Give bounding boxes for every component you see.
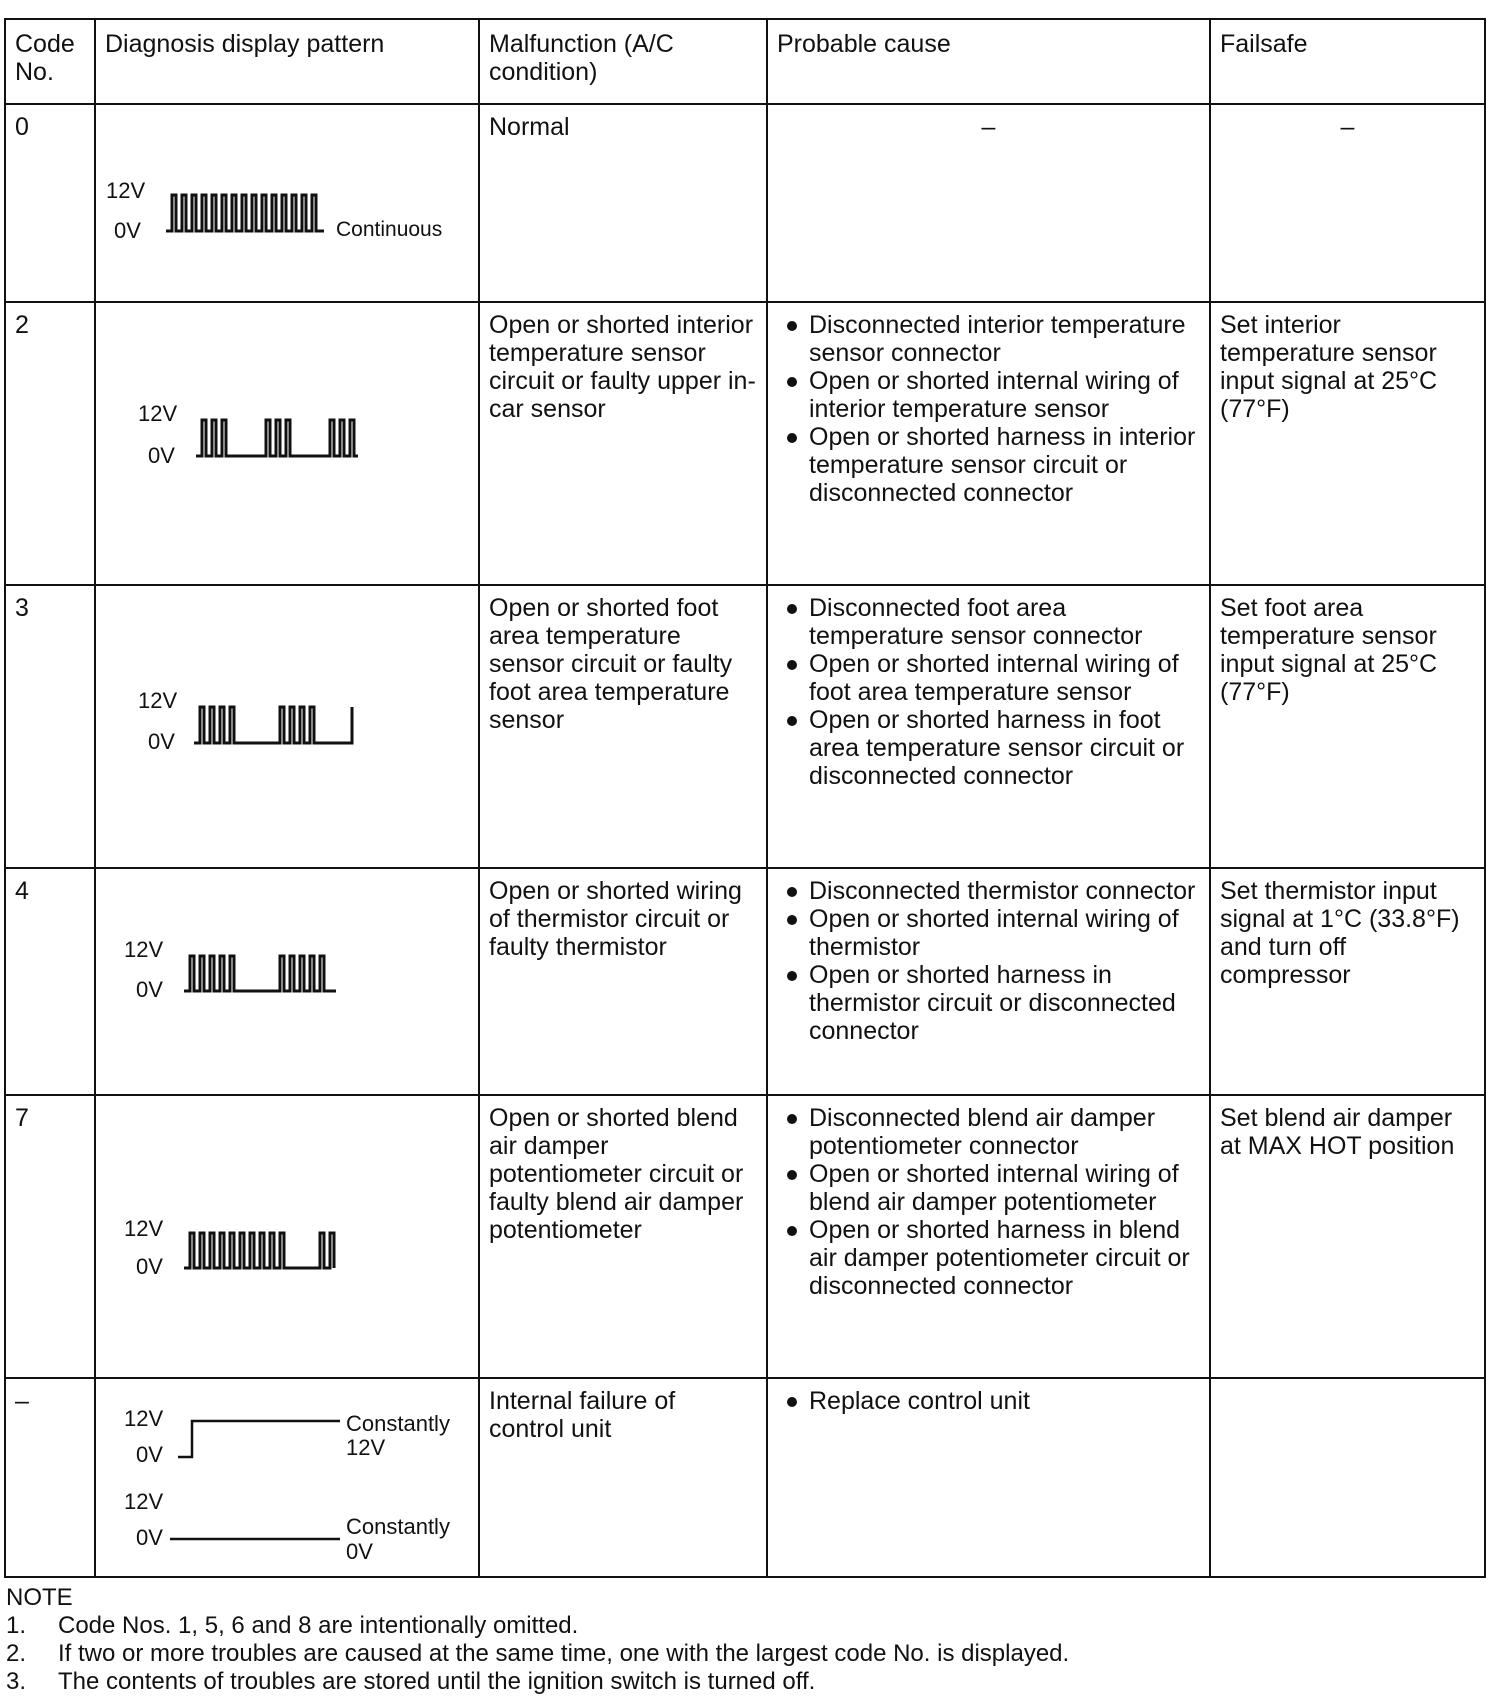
svg-text:0V: 0V — [346, 1539, 373, 1564]
failsafe-cell: Set interior temperature sensor input signal at 25°C (77°F) — [1210, 302, 1485, 585]
header-row — [5, 19, 1485, 104]
code-cell: – — [5, 1378, 95, 1577]
cause-cell: – — [767, 104, 1210, 302]
svg-text:0V: 0V — [114, 218, 141, 243]
svg-text:0V: 0V — [136, 1525, 163, 1550]
waveform-continuous — [96, 105, 480, 301]
table-row — [5, 1378, 1485, 1577]
note-title: NOTE — [6, 1584, 73, 1611]
cause-item: Replace control unit — [777, 1387, 1200, 1415]
waveform-code-2 — [96, 303, 480, 584]
pattern-cell — [95, 868, 479, 1095]
header-malfunction: Malfunction (A/C condition) — [479, 19, 767, 104]
failsafe-cell — [1210, 1378, 1485, 1577]
cause-cell — [767, 302, 1210, 585]
svg-text:12V: 12V — [124, 937, 164, 962]
svg-text:Continuous: Continuous — [336, 218, 443, 241]
cause-item: Open or shorted internal wiring of foot area temperature sensor — [777, 650, 1200, 706]
malfunction-cell: Open or shorted blend air damper potentiometer circuit or faulty blend air damper potentiometer — [479, 1095, 767, 1378]
table-row — [5, 585, 1485, 868]
svg-text:0V: 0V — [136, 977, 163, 1002]
code-cell: 3 — [5, 585, 95, 868]
code-cell: 0 — [5, 104, 95, 302]
cause-cell — [767, 1095, 1210, 1378]
malfunction-cell: Open or shorted interior temperature sensor circuit or faulty upper in-car sensor — [479, 302, 767, 585]
svg-text:12V: 12V — [346, 1435, 386, 1460]
diagnosis-table — [4, 18, 1486, 1578]
svg-text:Constantly: Constantly — [346, 1514, 450, 1539]
header-cause: Probable cause — [767, 19, 1210, 104]
header-failsafe: Failsafe — [1210, 19, 1485, 104]
notes-section — [6, 1584, 1069, 1696]
table-row — [5, 868, 1485, 1095]
svg-text:0V: 0V — [148, 443, 175, 468]
waveform-code-7 — [96, 1096, 480, 1377]
table-row — [5, 1095, 1485, 1378]
pattern-cell — [95, 1378, 479, 1577]
failsafe-cell: Set foot area temperature sensor input signal at 25°C (77°F) — [1210, 585, 1485, 868]
svg-text:12V: 12V — [106, 178, 146, 203]
svg-text:Constantly: Constantly — [346, 1411, 450, 1436]
cause-item: Open or shorted harness in foot area temperature sensor circuit or disconnected connector — [777, 706, 1200, 790]
svg-text:12V: 12V — [138, 688, 178, 713]
malfunction-cell: Open or shorted foot area temperature sensor circuit or faulty foot area temperature sensor — [479, 585, 767, 868]
svg-text:0V: 0V — [136, 1442, 163, 1467]
table-row — [5, 104, 1485, 302]
header-code: Code No. — [5, 19, 95, 104]
cause-cell — [767, 585, 1210, 868]
svg-text:12V: 12V — [138, 401, 178, 426]
cause-item: Open or shorted internal wiring of thermistor — [777, 905, 1200, 961]
cause-cell — [767, 1378, 1210, 1577]
svg-text:12V: 12V — [124, 1216, 164, 1241]
svg-text:0V: 0V — [148, 729, 175, 754]
pattern-cell — [95, 585, 479, 868]
cause-item: Open or shorted internal wiring of blend air damper potentiometer — [777, 1160, 1200, 1216]
failsafe-cell: Set blend air damper at MAX HOT position — [1210, 1095, 1485, 1378]
cause-item: Disconnected thermistor connector — [777, 877, 1200, 905]
cause-item: Disconnected foot area temperature sensor connector — [777, 594, 1200, 650]
note-item: 3. The contents of troubles are stored until the ignition switch is turned off. — [6, 1668, 816, 1695]
svg-text:12V: 12V — [124, 1406, 164, 1431]
waveform-constant — [96, 1379, 480, 1576]
code-cell: 4 — [5, 868, 95, 1095]
note-item: 2. If two or more troubles are caused at the same time, one with the largest code No. is displayed. — [6, 1640, 1070, 1667]
cause-item: Disconnected blend air damper potentiometer connector — [777, 1104, 1200, 1160]
waveform-code-4 — [96, 869, 480, 1094]
cause-cell — [767, 868, 1210, 1095]
failsafe-cell: – — [1210, 104, 1485, 302]
cause-item: Open or shorted harness in interior temperature sensor circuit or disconnected connector — [777, 423, 1200, 507]
cause-item: Open or shorted internal wiring of interior temperature sensor — [777, 367, 1200, 423]
waveform-code-3 — [96, 586, 480, 867]
cause-item: Disconnected interior temperature sensor connector — [777, 311, 1200, 367]
code-cell: 2 — [5, 302, 95, 585]
pattern-cell — [95, 302, 479, 585]
svg-text:0V: 0V — [136, 1254, 163, 1279]
header-pattern: Diagnosis display pattern — [95, 19, 479, 104]
note-item: 1. Code Nos. 1, 5, 6 and 8 are intentionally omitted. — [6, 1612, 579, 1639]
cause-item: Open or shorted harness in thermistor circuit or disconnected connector — [777, 961, 1200, 1045]
svg-text:12V: 12V — [124, 1489, 164, 1514]
pattern-cell — [95, 1095, 479, 1378]
failsafe-cell: Set thermistor input signal at 1°C (33.8°F) and turn off compressor — [1210, 868, 1485, 1095]
code-cell: 7 — [5, 1095, 95, 1378]
malfunction-cell: Internal failure of control unit — [479, 1378, 767, 1577]
cause-item: Open or shorted harness in blend air damper potentiometer circuit or disconnected connector — [777, 1216, 1200, 1300]
malfunction-cell: Normal — [479, 104, 767, 302]
table-row — [5, 302, 1485, 585]
pattern-cell — [95, 104, 479, 302]
malfunction-cell: Open or shorted wiring of thermistor circuit or faulty thermistor — [479, 868, 767, 1095]
